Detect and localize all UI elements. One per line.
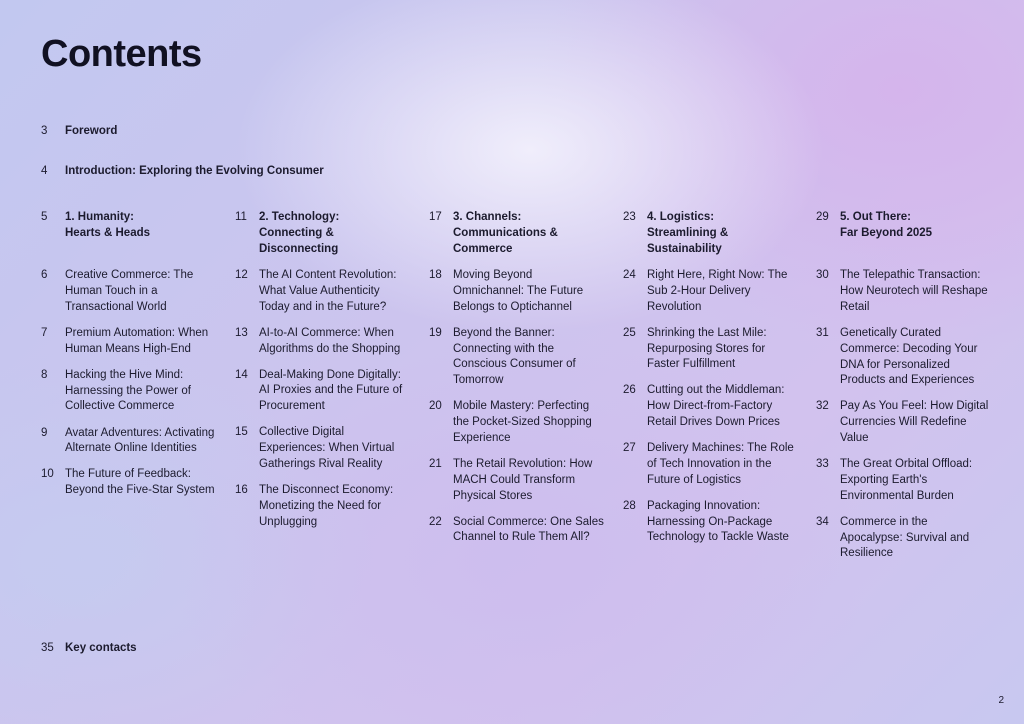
toc-item-title: Delivery Machines: The Role of Tech Innovation in the Future of Logistics	[647, 442, 794, 486]
toc-item[interactable]	[816, 326, 991, 389]
toc-column-logistics	[623, 210, 798, 557]
section-subtitle: Connecting & Disconnecting	[259, 226, 339, 255]
toc-item-title: The AI Content Revolution: What Value Authenticity Today and in the Future?	[259, 269, 397, 313]
toc-page-number: 24	[623, 269, 636, 282]
toc-page-number: 19	[429, 326, 442, 339]
toc-page-number: 7	[41, 326, 48, 339]
toc-item[interactable]	[623, 326, 798, 373]
toc-item[interactable]	[429, 457, 604, 504]
toc-item[interactable]	[41, 426, 216, 458]
toc-page-number: 13	[235, 326, 248, 339]
toc-item-title: Moving Beyond Omnichannel: The Future Belongs to Optichannel	[453, 269, 584, 313]
toc-item[interactable]	[235, 483, 410, 530]
toc-item[interactable]	[623, 499, 798, 546]
section-title: 4. Logistics:	[647, 211, 715, 223]
page-title: Contents	[41, 33, 202, 75]
toc-item[interactable]	[429, 326, 604, 389]
toc-item-title: Shrinking the Last Mile: Repurposing Stores for Faster Fulfillment	[647, 326, 767, 371]
toc-page-number: 16	[235, 484, 248, 497]
toc-item-title: AI-to-AI Commerce: When Algorithms do the Shopping	[259, 326, 401, 355]
section-title: 5. Out There:	[840, 211, 911, 223]
section-subtitle: Communications & Commerce	[453, 226, 558, 255]
toc-item-title: Genetically Curated Commerce: Decoding Your DNA for Personalized Products and Experiences	[840, 326, 978, 387]
toc-item-title: Deal-Making Done Digitally: AI Proxies and the Future of Procurement	[259, 368, 403, 413]
toc-column-humanity	[41, 210, 216, 509]
toc-page-number: 31	[816, 326, 829, 339]
page-number: 2	[998, 695, 1004, 706]
toc-page-number: 34	[816, 515, 829, 528]
toc-item[interactable]	[41, 268, 216, 315]
toc-item-title: Right Here, Right Now: The Sub 2-Hour Delivery Revolution	[647, 269, 788, 313]
toc-item[interactable]	[623, 268, 798, 315]
toc-item-title: Cutting out the Middleman: How Direct-from-Factory Retail Drives Down Prices	[647, 384, 785, 429]
section-title: 3. Channels:	[453, 211, 522, 223]
toc-column-technology	[235, 210, 410, 541]
toc-column-out-there	[816, 210, 991, 573]
toc-page-number: 9	[41, 426, 48, 439]
toc-page-number: 22	[429, 515, 442, 528]
toc-entry-title: Introduction: Exploring the Evolving Consumer	[65, 165, 324, 177]
toc-item-title: The Retail Revolution: How MACH Could Transform Physical Stores	[453, 457, 593, 502]
toc-item[interactable]	[235, 268, 410, 315]
toc-section-heading[interactable]	[41, 210, 216, 242]
toc-item[interactable]	[816, 515, 991, 562]
toc-entry-title: Key contacts	[65, 642, 137, 654]
toc-item-title: Premium Automation: When Human Means High-End	[65, 326, 209, 355]
toc-item-title: Avatar Adventures: Activating Alternate Online Identities	[65, 426, 215, 455]
toc-item-title: Collective Digital Experiences: When Virtual Gatherings Rival Reality	[259, 426, 395, 470]
toc-item-title: Creative Commerce: The Human Touch in a Transactional World	[65, 269, 194, 313]
toc-item-title: Commerce in the Apocalypse: Survival and Resilience	[840, 515, 970, 560]
toc-page-number: 15	[235, 426, 248, 439]
toc-item-title: The Great Orbital Offload: Exporting Earth's Environmental Burden	[840, 458, 973, 502]
toc-item[interactable]	[816, 399, 991, 446]
toc-page-number: 28	[623, 499, 636, 512]
toc-item-title: Mobile Mastery: Perfecting the Pocket-Sized Shopping Experience	[453, 400, 592, 444]
toc-page-number: 5	[41, 211, 48, 223]
toc-section-heading[interactable]	[623, 210, 798, 257]
toc-page-number: 12	[235, 269, 248, 282]
section-title: 1. Humanity:	[65, 211, 135, 223]
toc-section-heading[interactable]	[429, 210, 604, 257]
toc-item-title: Pay As You Feel: How Digital Currencies Will Redefine Value	[840, 400, 989, 445]
toc-item-title: The Telepathic Transaction: How Neurotech will Reshape Retail	[840, 269, 988, 313]
toc-item[interactable]	[429, 515, 604, 547]
toc-item-title: The Disconnect Economy: Monetizing the Need for Unplugging	[259, 484, 394, 528]
toc-page-number: 33	[816, 458, 829, 471]
toc-section-heading[interactable]	[235, 210, 410, 257]
toc-item[interactable]	[816, 268, 991, 315]
section-subtitle: Hearts & Heads	[65, 226, 151, 239]
toc-item-title: Hacking the Hive Mind: Harnessing the Power of Collective Commerce	[65, 368, 191, 413]
toc-item[interactable]	[623, 383, 798, 430]
toc-page-number: 20	[429, 400, 442, 413]
toc-item[interactable]	[816, 457, 991, 504]
toc-page-number: 17	[429, 211, 442, 223]
toc-page-number: 6	[41, 269, 48, 282]
toc-page-number: 35	[41, 642, 54, 654]
toc-page-number: 25	[623, 326, 636, 339]
toc-page-number: 21	[429, 457, 442, 470]
toc-item[interactable]	[429, 399, 604, 446]
toc-item[interactable]	[41, 326, 216, 358]
section-title: 2. Technology:	[259, 211, 340, 223]
toc-section-heading[interactable]	[816, 210, 991, 242]
section-subtitle: Streamlining & Sustainability	[647, 226, 729, 255]
toc-item[interactable]	[41, 368, 216, 415]
toc-item[interactable]	[235, 326, 410, 358]
toc-entry-key-contacts[interactable]	[41, 641, 137, 657]
toc-column-channels	[429, 210, 604, 557]
toc-page-number: 32	[816, 400, 829, 413]
toc-page-number: 4	[41, 165, 48, 177]
toc-item[interactable]	[429, 268, 604, 315]
toc-item-title: Social Commerce: One Sales Channel to Rule Them All?	[453, 515, 604, 544]
toc-page-number: 11	[235, 211, 247, 223]
toc-item-title: Beyond the Banner: Connecting with the Conscious Consumer of Tomorrow	[453, 326, 576, 387]
toc-page-number: 18	[429, 269, 442, 282]
toc-page-number: 26	[623, 384, 636, 397]
toc-page-number: 8	[41, 368, 48, 381]
toc-page-number: 3	[41, 125, 48, 137]
toc-entry-introduction[interactable]	[41, 164, 324, 180]
toc-item[interactable]	[41, 467, 216, 499]
toc-entry-title: Foreword	[65, 125, 118, 137]
toc-page-number: 14	[235, 368, 248, 381]
toc-page-number: 27	[623, 442, 636, 455]
section-subtitle: Far Beyond 2025	[840, 226, 933, 239]
toc-item-title: Packaging Innovation: Harnessing On-Package Technology to Tackle Waste	[647, 499, 789, 544]
toc-item[interactable]	[235, 425, 410, 472]
toc-page-number: 23	[623, 211, 636, 223]
toc-entry-foreword[interactable]	[41, 124, 117, 140]
toc-item-title: The Future of Feedback: Beyond the Five-Star System	[65, 468, 215, 497]
toc-page-number: 30	[816, 269, 829, 282]
toc-item[interactable]	[235, 368, 410, 415]
toc-page-number: 29	[816, 211, 829, 223]
toc-item[interactable]	[623, 441, 798, 488]
toc-page-number: 10	[41, 468, 54, 481]
